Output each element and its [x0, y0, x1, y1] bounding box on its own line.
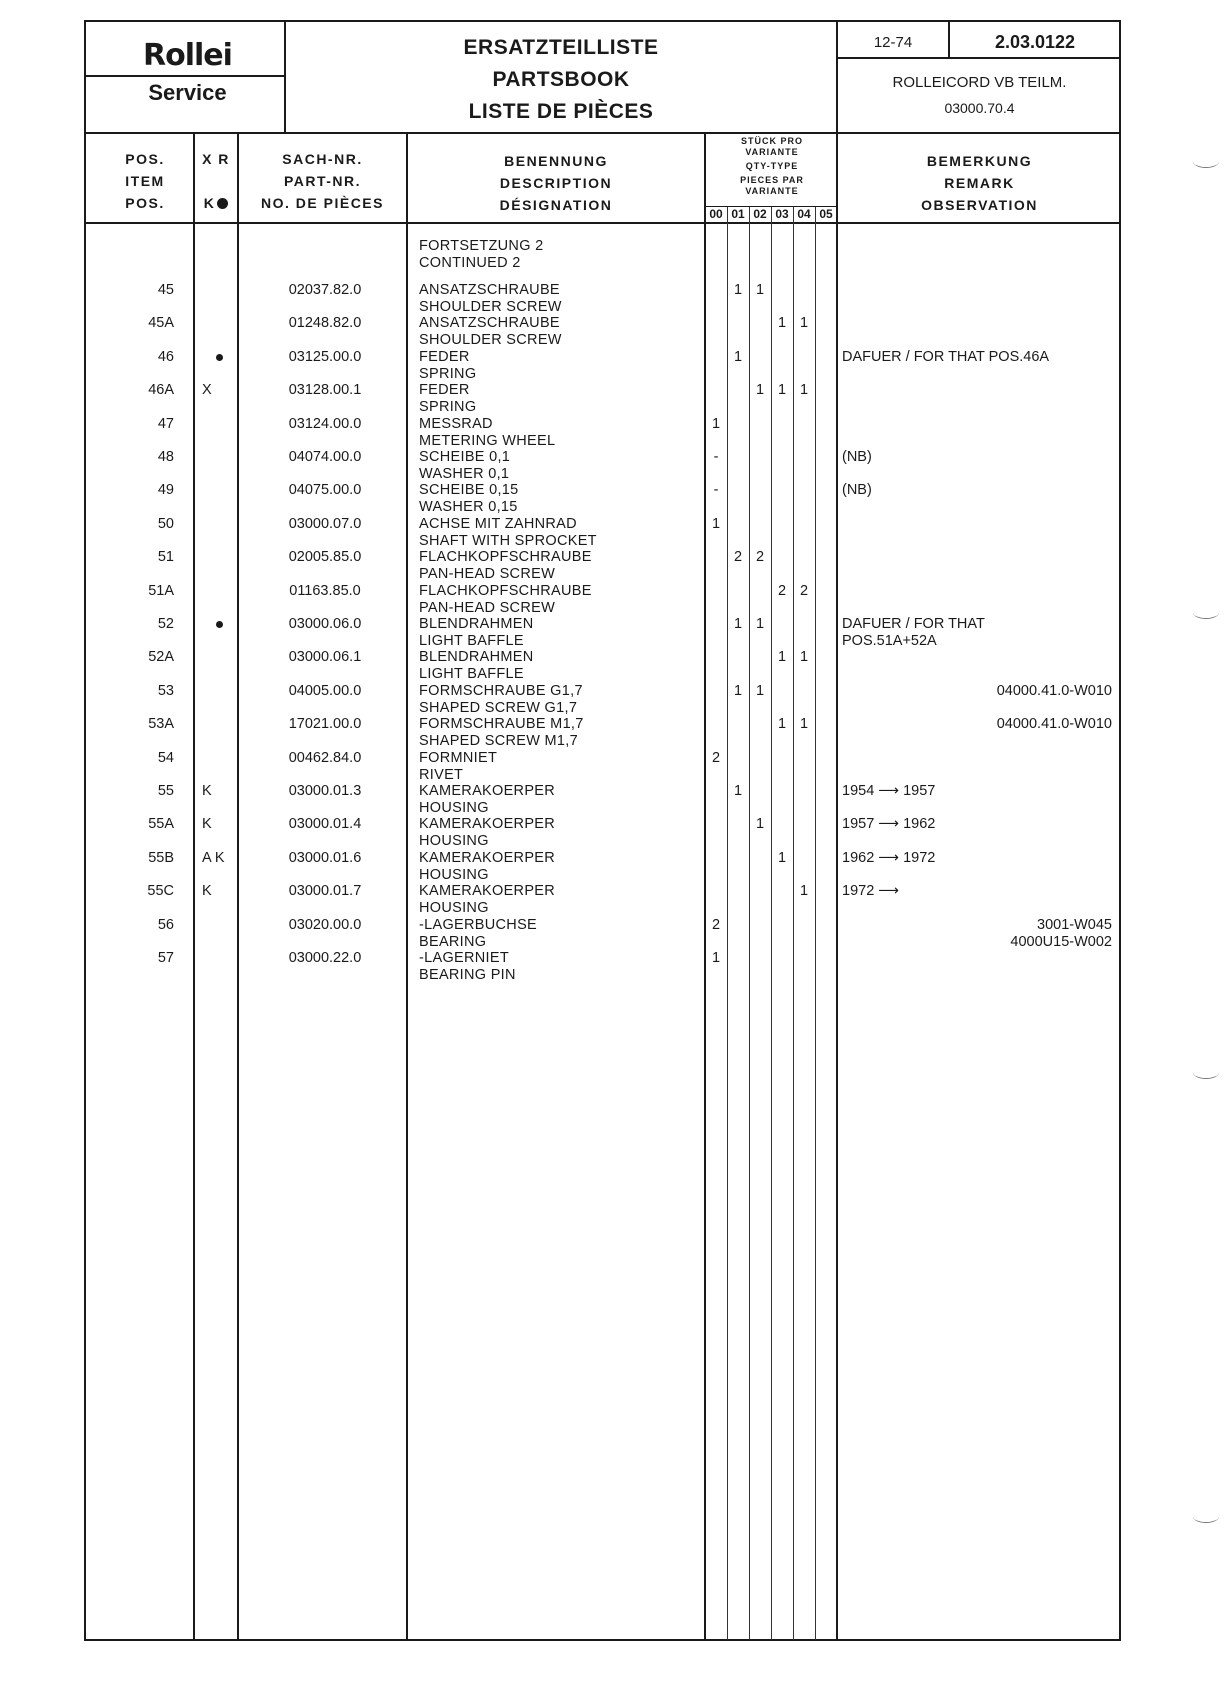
description-cell — [419, 716, 584, 749]
part-number-cell: 03125.00.0 — [288, 349, 362, 365]
logo-divider — [84, 75, 284, 77]
pos-cell: 45A — [148, 315, 174, 331]
qty-variant-02: 1 — [755, 382, 765, 398]
qty-variant-01: 2 — [733, 549, 743, 565]
description-en: LIGHT BAFFLE — [419, 632, 524, 649]
qty-variant-02: 2 — [755, 549, 765, 565]
description-cell — [419, 282, 562, 315]
part-number-cell: 03000.01.6 — [288, 850, 362, 866]
xr-cell: X — [202, 382, 212, 398]
qty-variant-00: 1 — [711, 416, 721, 432]
qty-variant-04: 1 — [799, 649, 809, 665]
remark-text: (NB) — [842, 482, 872, 498]
camera-model: ROLLEICORD VB TEILM. — [892, 74, 1067, 91]
qty-variant-00: 2 — [711, 750, 721, 766]
pos-cell: 55C — [147, 883, 174, 899]
reference-cell — [842, 917, 1112, 951]
remark-cell — [842, 883, 1112, 900]
qty-variant-04: 1 — [799, 883, 809, 899]
variant-number: 01 — [731, 207, 745, 221]
pos-cell: 50 — [157, 516, 174, 532]
date-divider — [838, 57, 1121, 59]
description-de: FLACHKOPFSCHRAUBE — [419, 583, 592, 599]
description-de: KAMERAKOERPER — [419, 883, 556, 899]
description-en: SHOULDER SCREW — [419, 298, 562, 315]
description-cell — [419, 783, 555, 816]
rollei-logo: Rollei — [143, 38, 232, 73]
reference-cell — [842, 683, 1112, 700]
qty-variant-02: 1 — [755, 683, 765, 699]
binder-hole-mark — [1193, 606, 1219, 619]
description-cell — [419, 850, 555, 883]
qty-variant-03: 1 — [777, 850, 787, 866]
xr-cell: K — [202, 816, 212, 832]
remark-text: 1972 ⟶ — [842, 883, 900, 899]
pos-cell: 47 — [157, 416, 174, 432]
remark-cell — [842, 349, 1112, 366]
part-number-cell: 03000.07.0 — [288, 516, 362, 532]
qty-variant-04: 2 — [799, 583, 809, 599]
description-de: FEDER — [419, 349, 470, 365]
part-number-cell: 01163.85.0 — [289, 583, 361, 599]
qty-variant-00: - — [713, 482, 719, 498]
pos-cell: 46 — [157, 349, 174, 365]
description-en: BEARING PIN — [419, 966, 516, 983]
description-en: RIVET — [419, 766, 464, 783]
description-cell — [419, 315, 562, 348]
qty-variant-04: 1 — [799, 716, 809, 732]
binder-hole-mark — [1193, 1510, 1219, 1523]
description-en: SPRING — [419, 398, 477, 415]
description-cell — [419, 616, 534, 649]
filled-dot-icon — [216, 621, 223, 628]
description-de: ANSATZSCHRAUBE — [419, 315, 560, 331]
description-de: ANSATZSCHRAUBE — [419, 282, 560, 298]
description-de: FORMSCHRAUBE G1,7 — [419, 683, 583, 699]
part-number-cell: 01248.82.0 — [288, 315, 362, 331]
qty-variant-02: 1 — [755, 282, 765, 298]
variant-rule-01 — [727, 207, 728, 1640]
remark-text: POS.51A+52A — [842, 633, 937, 649]
remark-cell — [842, 783, 1112, 800]
description-cell — [419, 950, 516, 983]
part-number-cell: 03000.01.4 — [288, 816, 362, 832]
variant-number: 05 — [819, 207, 833, 221]
description-de: KAMERAKOERPER — [419, 850, 556, 866]
part-number-cell: 00462.84.0 — [288, 750, 362, 766]
variant-rule-04 — [793, 207, 794, 1640]
remark-text: 1962 ⟶ 1972 — [842, 850, 936, 866]
reference-number: 4000U15-W002 — [1010, 934, 1112, 950]
pos-cell: 55B — [148, 850, 174, 866]
service-mark-cell — [216, 349, 223, 366]
description-cell — [419, 449, 510, 482]
binder-hole-mark — [1193, 155, 1219, 168]
part-number-cell: 03000.06.1 — [288, 649, 362, 665]
description-de: FEDER — [419, 382, 470, 398]
variant-rule-02 — [749, 207, 750, 1640]
pos-cell: 52A — [148, 649, 174, 665]
service-mark-cell — [216, 616, 223, 633]
col-xr-heading: X R K — [202, 151, 230, 211]
description-de: FORMSCHRAUBE M1,7 — [419, 716, 584, 732]
description-de: KAMERAKOERPER — [419, 783, 556, 799]
xr-cell: K — [202, 783, 212, 799]
remark-text: 1957 ⟶ 1962 — [842, 816, 936, 832]
description-de: -LAGERBUCHSE — [419, 917, 538, 933]
description-de: ACHSE MIT ZAHNRAD — [419, 516, 577, 532]
description-cell — [419, 917, 537, 950]
remark-text: DAFUER / FOR THAT — [842, 616, 985, 632]
variant-number: 03 — [775, 207, 789, 221]
qty-variant-00: 1 — [711, 516, 721, 532]
pos-cell: 54 — [157, 750, 174, 766]
description-en: HOUSING — [419, 899, 489, 916]
variant-rule-05 — [815, 207, 816, 1640]
description-de: FORMNIET — [419, 750, 498, 766]
qty-variant-01: 1 — [733, 683, 743, 699]
description-en: SHOULDER SCREW — [419, 331, 562, 348]
qty-variant-03: 1 — [777, 315, 787, 331]
part-number-cell: 04074.00.0 — [288, 449, 362, 465]
description-de: BLENDRAHMEN — [419, 649, 534, 665]
model-code: 03000.70.4 — [944, 100, 1015, 116]
part-number-cell: 03000.01.7 — [288, 883, 362, 899]
qty-variant-01: 1 — [733, 616, 743, 632]
k-dot-icon — [217, 198, 228, 209]
issue-date: 12-74 — [873, 34, 913, 51]
remark-text: DAFUER / FOR THAT POS.46A — [842, 349, 1050, 365]
binder-hole-mark — [1193, 1066, 1219, 1079]
description-en: WASHER 0,1 — [419, 465, 510, 482]
qty-variant-03: 1 — [777, 649, 787, 665]
qty-column-rule — [836, 133, 838, 1640]
qty-variant-04: 1 — [799, 382, 809, 398]
remark-cell — [842, 850, 1112, 867]
pos-cell: 56 — [157, 917, 174, 933]
description-en: HOUSING — [419, 866, 489, 883]
description-en: PAN-HEAD SCREW — [419, 565, 556, 582]
variant-number: 04 — [797, 207, 811, 221]
title-fr: LISTE DE PIÈCES — [468, 100, 654, 123]
pos-cell: 51A — [148, 583, 174, 599]
qty-variant-00: 1 — [711, 950, 721, 966]
remark-cell — [842, 449, 1112, 466]
remark-cell — [842, 616, 1112, 650]
column-header-rule — [84, 222, 1121, 224]
description-en: BEARING — [419, 933, 487, 950]
description-de: KAMERAKOERPER — [419, 816, 556, 832]
description-cell — [419, 750, 497, 783]
pos-cell: 55A — [148, 816, 174, 832]
reference-number: 3001-W045 — [1037, 917, 1112, 933]
part-number-cell: 03124.00.0 — [288, 416, 362, 432]
remark-text: (NB) — [842, 449, 872, 465]
description-cell — [419, 382, 476, 415]
pos-cell: 45 — [157, 282, 174, 298]
description-cell — [419, 349, 476, 382]
description-en: SHAFT WITH SPROCKET — [419, 532, 597, 549]
description-cell — [419, 683, 583, 716]
qty-variant-01: 1 — [733, 783, 743, 799]
pos-cell: 46A — [148, 382, 174, 398]
service-label: Service — [148, 80, 227, 105]
variant-rule-03 — [771, 207, 772, 1640]
col-qty-heading: STÜCK PRO VARIANTE QTY-TYPE PIECES PAR VARIANTE — [740, 136, 804, 196]
col-desc-heading: BENENNUNG DESCRIPTION DÉSIGNATION — [499, 153, 613, 213]
description-en: SPRING — [419, 365, 477, 382]
col-part-heading: SACH-NR. PART-NR. NO. DE PIÈCES — [261, 151, 384, 211]
description-de: SCHEIBE 0,1 — [419, 449, 511, 465]
remark-cell — [842, 482, 1112, 499]
desc-column-rule — [704, 133, 706, 1640]
description-cell — [419, 516, 597, 549]
title-en: PARTSBOOK — [492, 68, 630, 91]
part-number-cell: 03020.00.0 — [288, 917, 362, 933]
description-cell — [419, 883, 555, 916]
description-cell — [419, 549, 592, 582]
col-remark-heading: BEMERKUNG REMARK OBSERVATION — [921, 153, 1038, 213]
continued-note: FORTSETZUNG 2 CONTINUED 2 — [419, 238, 544, 271]
description-de: SCHEIBE 0,15 — [419, 482, 519, 498]
description-cell — [419, 482, 519, 515]
part-number-cell: 04075.00.0 — [288, 482, 362, 498]
description-en: HOUSING — [419, 799, 489, 816]
qty-variant-01: 1 — [733, 282, 743, 298]
remark-text: 1954 ⟶ 1957 — [842, 783, 936, 799]
qty-variant-00: - — [713, 449, 719, 465]
description-en: HOUSING — [419, 832, 489, 849]
variant-number: 02 — [753, 207, 767, 221]
qty-variant-00: 2 — [711, 917, 721, 933]
description-en: WASHER 0,15 — [419, 498, 518, 515]
part-number-cell: 17021.00.0 — [288, 716, 362, 732]
description-cell — [419, 649, 534, 682]
col-pos-heading: POS. ITEM POS. — [125, 151, 165, 211]
pos-cell: 48 — [157, 449, 174, 465]
part-number-cell: 03000.06.0 — [288, 616, 362, 632]
qty-variant-04: 1 — [799, 315, 809, 331]
description-de: MESSRAD — [419, 416, 493, 432]
pos-cell: 53A — [148, 716, 174, 732]
part-number-cell: 04005.00.0 — [288, 683, 362, 699]
description-de: BLENDRAHMEN — [419, 616, 534, 632]
qty-variant-03: 1 — [777, 716, 787, 732]
pos-cell: 52 — [157, 616, 174, 632]
pos-cell: 53 — [157, 683, 174, 699]
xr-cell: A K — [202, 850, 225, 866]
description-cell — [419, 583, 592, 616]
filled-dot-icon — [216, 354, 223, 361]
part-number-cell: 02005.85.0 — [288, 549, 362, 565]
description-cell — [419, 816, 555, 849]
qty-variant-01: 1 — [733, 349, 743, 365]
part-number-cell: 03128.00.1 — [288, 382, 362, 398]
remark-cell — [842, 816, 1112, 833]
part-number-cell: 03000.22.0 — [288, 950, 362, 966]
pos-cell: 51 — [157, 549, 174, 565]
description-en: SHAPED SCREW M1,7 — [419, 732, 578, 749]
document-number: 2.03.0122 — [994, 32, 1076, 52]
reference-number: 04000.41.0-W010 — [996, 683, 1112, 699]
description-cell — [419, 416, 555, 449]
qty-variant-03: 2 — [777, 583, 787, 599]
part-number-cell: 02037.82.0 — [288, 282, 362, 298]
description-en: METERING WHEEL — [419, 432, 556, 449]
pos-cell: 57 — [157, 950, 174, 966]
description-de: FLACHKOPFSCHRAUBE — [419, 549, 592, 565]
variant-number: 00 — [709, 207, 723, 221]
qty-variant-02: 1 — [755, 816, 765, 832]
description-en: SHAPED SCREW G1,7 — [419, 699, 578, 716]
pos-column-rule — [193, 133, 195, 1640]
qty-variant-02: 1 — [755, 616, 765, 632]
qty-variant-03: 1 — [777, 382, 787, 398]
xr-cell: K — [202, 883, 212, 899]
description-en: PAN-HEAD SCREW — [419, 599, 556, 616]
reference-cell — [842, 716, 1112, 733]
pos-cell: 49 — [157, 482, 174, 498]
reference-number: 04000.41.0-W010 — [996, 716, 1112, 732]
part-number-cell: 03000.01.3 — [288, 783, 362, 799]
title-de: ERSATZTEILLISTE — [463, 36, 659, 59]
pos-cell: 55 — [157, 783, 174, 799]
description-de: -LAGERNIET — [419, 950, 510, 966]
header-bottom-rule — [84, 132, 1121, 134]
description-en: LIGHT BAFFLE — [419, 665, 524, 682]
